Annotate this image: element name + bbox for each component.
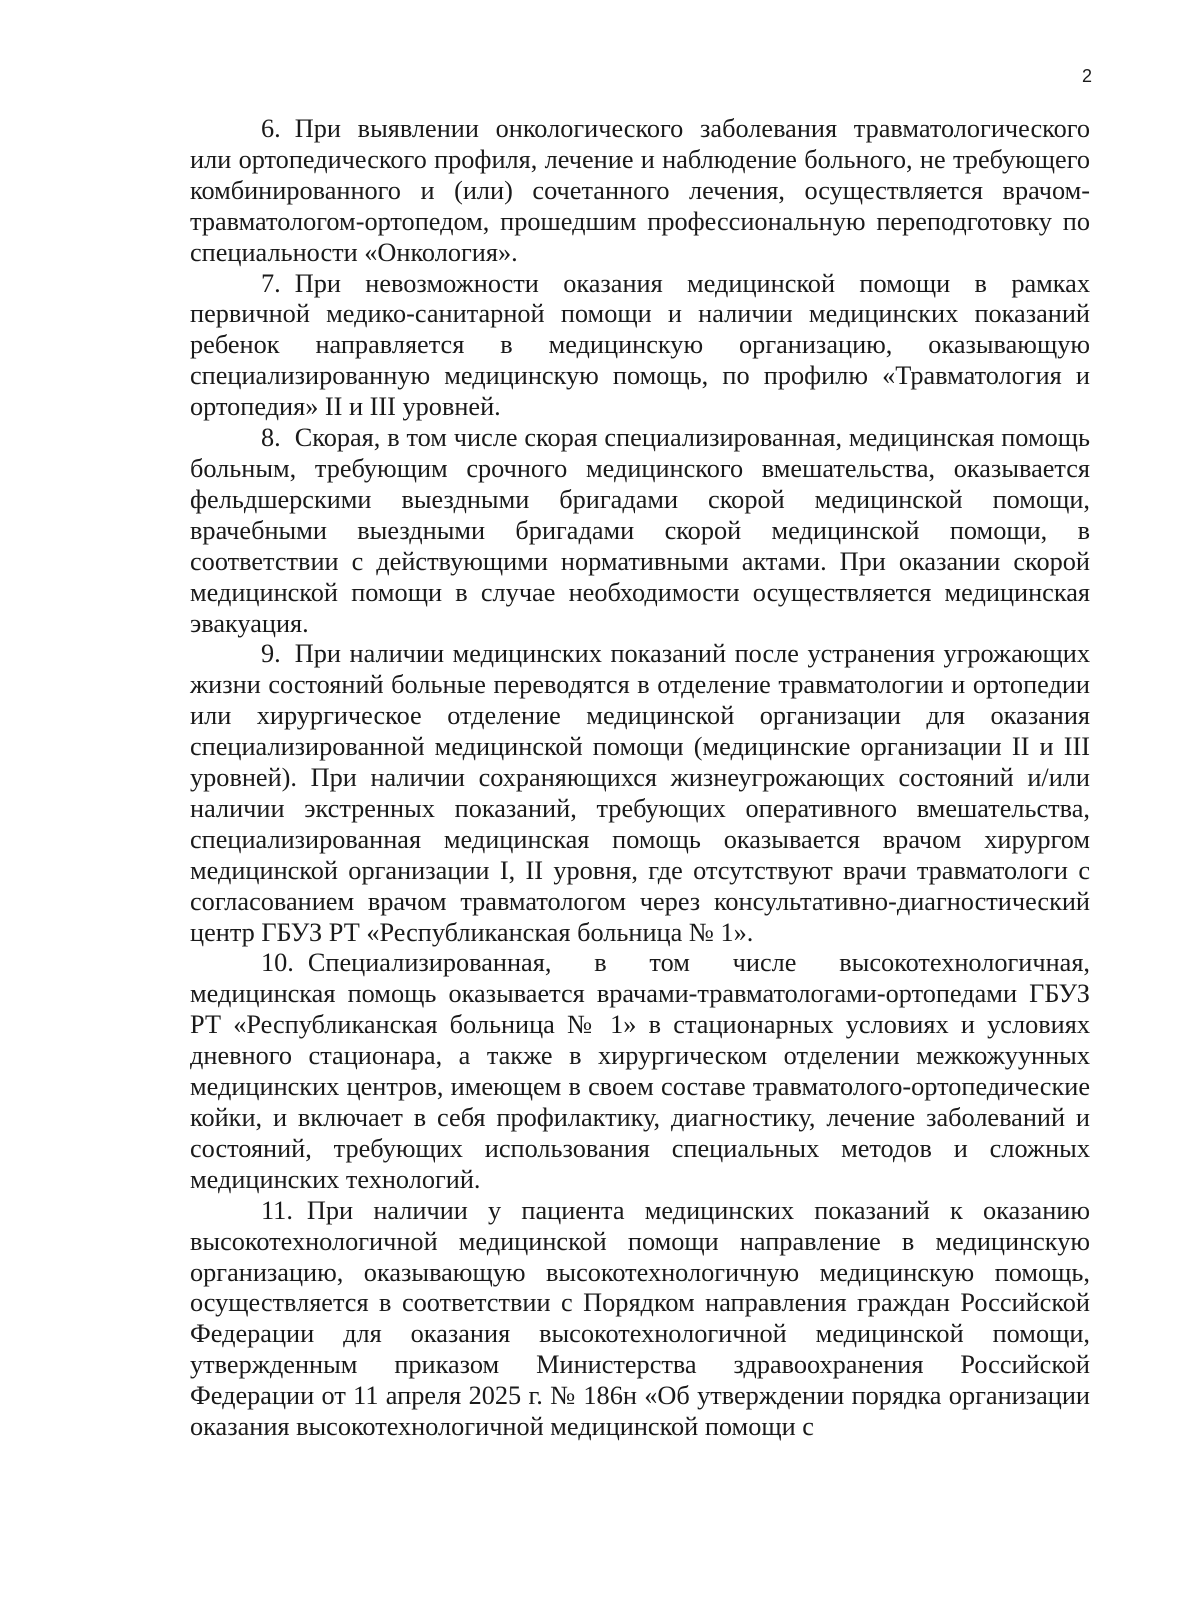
paragraph-number: 10. <box>261 948 294 978</box>
paragraph-number: 8. <box>261 423 281 453</box>
paragraph-8 <box>190 423 1090 639</box>
paragraph-text: При наличии медицинских показаний после устранения угрожающих жизни состояний больные переводятся в отделение травматологии и ортопедии или хирургическое отделение медицинской организации для оказания специализированной медицинской помощи (медицинские организации II и III уровней). При наличии сохраняющихся жизнеугрожающих состояний и/или наличии экстренных показаний, требующих оперативного вмешательства, специализированная медицинская помощь оказывается врачом хирургом медицинской организации I, II уровня, где отсутствуют врачи травматологи с согласованием врачом травматологом через консультативно-диагностический центр ГБУЗ РТ «Республиканская больница № 1». <box>190 639 1090 947</box>
paragraph-9 <box>190 639 1090 948</box>
paragraph-number: 7. <box>261 268 281 298</box>
paragraph-number: 11. <box>261 1195 293 1225</box>
paragraph-text: При наличии у пациента медицинских показаний к оказанию высокотехнологичной медицинской помощи направление в медицинскую организацию, оказывающую высокотехнологичную медицинскую помощь, осуществляется в соответствии с Порядком направления граждан Российской Федерации для оказания высокотехнологичной медицинской помощи, утвержденным приказом Министерства здравоохранения Российской Федерации от 11 апреля 2025 г. № 186н «Об утверждении порядка организации оказания высокотехнологичной медицинской помощи с <box>190 1195 1090 1442</box>
paragraph-text: Скорая, в том числе скорая специализированная, медицинская помощь больным, требующим срочного медицинского вмешательства, оказывается фельдшерскими выездными бригадами скорой медицинской помощи, врачебными выездными бригадами скорой медицинской помощи, в соответствии с действующими нормативными актами. При оказании скорой медицинской помощи в случае необходимости осуществляется медицинская эвакуация. <box>190 423 1090 638</box>
paragraph-number: 9. <box>261 639 281 669</box>
paragraph-text: При невозможности оказания медицинской помощи в рамках первичной медико-санитарной помощи и наличии медицинских показаний ребенок направляется в медицинскую организацию, оказывающую специализированную медицинскую помощь, по профилю «Травматология и ортопедия» II и III уровней. <box>190 268 1090 422</box>
paragraph-10 <box>190 948 1090 1195</box>
paragraph-7 <box>190 269 1090 424</box>
paragraph-11 <box>190 1196 1090 1443</box>
page-number: 2 <box>1081 66 1092 86</box>
paragraph-6 <box>190 114 1090 269</box>
paragraph-text: Специализированная, в том числе высокотехнологичная, медицинская помощь оказывается врачами-травматологами-ортопедами ГБУЗ РТ «Республиканская больница № 1» в стационарных условиях и условиях дневного стационара, а также в хирургическом отделении межкожуунных медицинских центров, имеющем в своем составе травматолого-ортопедические койки, и включает в себя профилактику, диагностику, лечение заболеваний и состояний, требующих использования специальных методов и сложных медицинских технологий. <box>190 948 1090 1194</box>
paragraph-number: 6. <box>261 114 281 143</box>
document-body <box>190 114 1090 1443</box>
paragraph-text: При выявлении онкологического заболевания травматологического или ортопедического профиля, лечение и наблюдение больного, не требующего комбинированного и (или) сочетанного лечения, осуществляется врачом-травматологом-ортопедом, прошедшим профессиональную переподготовку по специальности «Онкология». <box>190 114 1090 267</box>
